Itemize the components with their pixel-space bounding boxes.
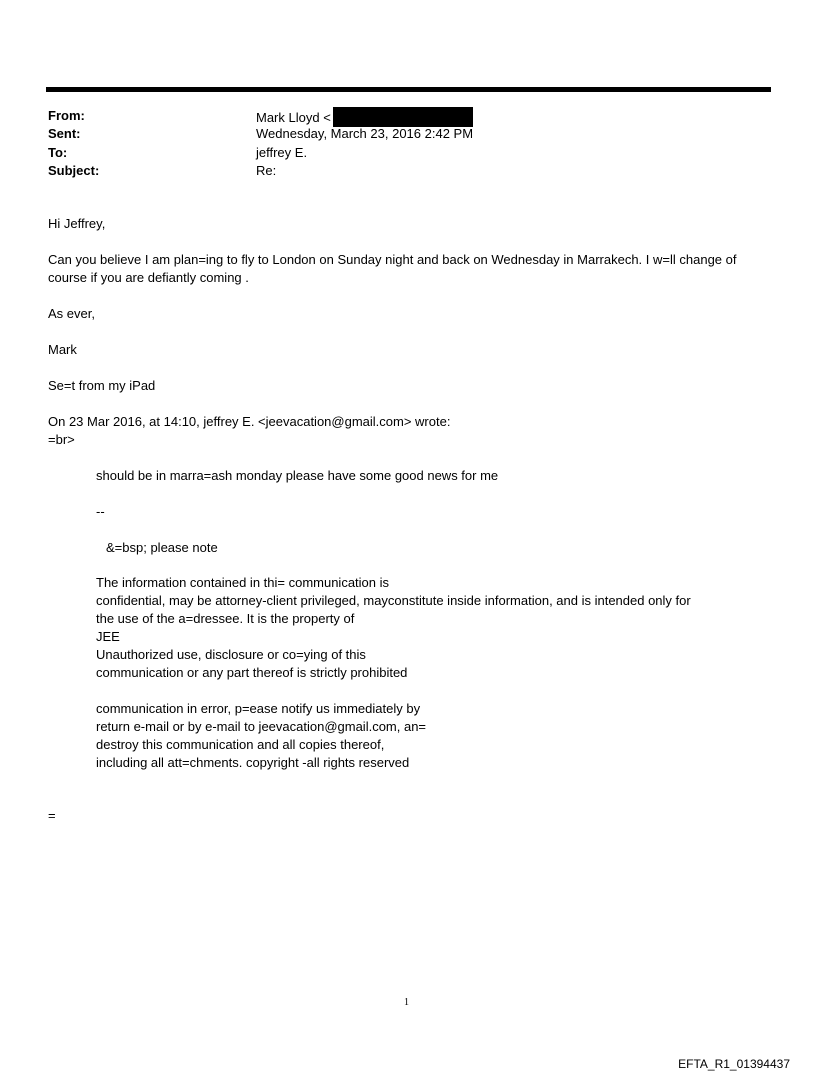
para1-line1: Can you believe I am plan=ing to fly to London on Sunday night and back on Wednesday in Marrakech. I w=ll change of	[48, 252, 737, 267]
page-number: 1	[404, 997, 409, 1008]
redaction-block	[333, 107, 473, 127]
sent-from: Se=t from my iPad	[48, 378, 156, 393]
sent-label: Sent:	[48, 126, 81, 141]
from-label: From:	[48, 108, 85, 123]
para1-line2: course if you are defiantly coming .	[48, 270, 249, 285]
disclaimer-line: destroy this communication and all copies thereof,	[96, 737, 385, 752]
subject-value: Re:	[256, 163, 277, 178]
disclaimer-line: including all att=chments. copyright -all rights reserved	[96, 755, 410, 770]
to-value: jeffrey E.	[256, 145, 308, 160]
subject-label: Subject:	[48, 163, 100, 178]
please-note: &=bsp; please note	[106, 540, 218, 555]
trailing-char: =	[48, 808, 56, 823]
disclaimer-line: confidential, may be attorney-client privileged, mayconstitute inside information, and is intended only for	[96, 593, 691, 608]
closing: As ever,	[48, 306, 95, 321]
header-rule	[46, 87, 771, 92]
quoted-message: should be in marra=ash monday please have some good news for me	[96, 468, 499, 483]
signature: Mark	[48, 342, 77, 357]
quote-intro: On 23 Mar 2016, at 14:10, jeffrey E. <jeevacation@gmail.com> wrote:	[48, 414, 451, 429]
disclaimer-line: communication in error, p=ease notify us immediately by	[96, 701, 421, 716]
disclaimer-line: Unauthorized use, disclosure or co=ying of this	[96, 647, 366, 662]
quoted-separator: --	[96, 504, 105, 519]
document-id: EFTA_R1_01394437	[678, 1057, 790, 1071]
greeting: Hi Jeffrey,	[48, 216, 106, 231]
to-label: To:	[48, 145, 68, 160]
sent-value: Wednesday, March 23, 2016 2:42 PM	[256, 126, 474, 141]
from-name: Mark Lloyd <	[256, 110, 331, 125]
disclaimer-line: JEE	[96, 629, 120, 644]
quote-br: =br>	[48, 432, 75, 447]
disclaimer-line: communication or any part thereof is strictly prohibited	[96, 665, 408, 680]
disclaimer-line: return e-mail or by e-mail to jeevacation@gmail.com, an=	[96, 719, 427, 734]
disclaimer-line: the use of the a=dressee. It is the property of	[96, 611, 355, 626]
disclaimer-line: The information contained in thi= communication is	[96, 575, 390, 590]
from-value	[256, 107, 473, 127]
